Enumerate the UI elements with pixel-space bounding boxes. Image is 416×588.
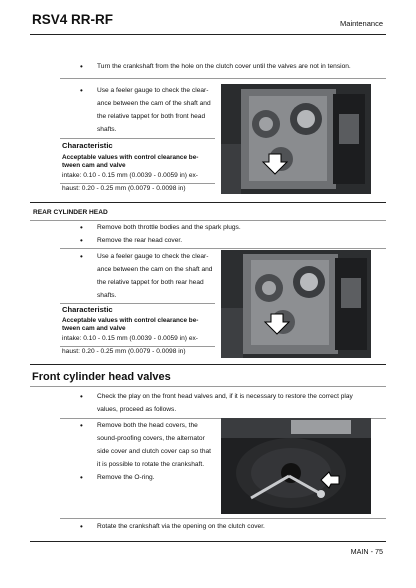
divider [60,248,386,249]
step-feeler-front-l1: Use a feeler gauge to check the clear- [97,87,209,94]
bullet-marker: • [80,62,83,71]
step-remove-covers-l3: side cover and clutch cover cap so that [97,448,211,455]
engine-side-illustration [221,418,371,514]
section-rule [30,202,386,203]
bullet-marker: • [80,236,83,245]
characteristic-label-l2: tween cam and valve [62,325,126,332]
divider [60,303,215,304]
bullet-marker: • [80,421,83,430]
rear-head-photo [221,250,371,358]
step-feeler-rear-l2: ance between the cam on the shaft and [97,266,213,273]
step-remove-throttle: Remove both throttle bodies and the spark plugs. [97,224,241,231]
step-feeler-front-l3: the relative tappet for both front head [97,113,206,120]
exhaust-value: haust: 0.20 - 0.25 mm (0.0079 - 0.0098 in) [62,348,186,355]
engine-head-illustration [221,84,371,194]
intake-value: intake: 0.10 - 0.15 mm (0.0039 - 0.0059 in) ex- [62,172,198,179]
step-remove-covers-l4: it is possible to rotate the crankshaft. [97,461,205,468]
section-rule [30,364,386,365]
bullet-marker: • [80,473,83,482]
footer-rule [30,541,386,542]
step-remove-covers-l2: sound-proofing covers, the alternator [97,435,205,442]
bullet-marker: • [80,223,83,232]
step-feeler-rear-l4: shafts. [97,292,117,299]
exhaust-value: haust: 0.20 - 0.25 mm (0.0079 - 0.0098 in) [62,185,186,192]
characteristic-heading: Characteristic [62,141,113,150]
characteristic-heading: Characteristic [62,305,113,314]
section-name: Maintenance [340,19,383,28]
step-turn-crankshaft: Turn the crankshaft from the hole on the clutch cover until the valves are not in tension. [97,63,351,70]
header-rule [30,34,386,35]
characteristic-label-l1: Acceptable values with control clearance be- [62,317,199,324]
front-valves-heading: Front cylinder head valves [32,371,171,383]
divider [30,220,386,221]
step-rotate-crankshaft: Rotate the crankshaft via the opening on the clutch cover. [97,523,265,530]
characteristic-label-l1: Acceptable values with control clearance be- [62,154,199,161]
divider [60,78,386,79]
divider [30,386,386,387]
rear-head-heading: REAR CYLINDER HEAD [33,209,108,216]
bullet-marker: • [80,392,83,401]
divider [60,518,386,519]
engine-head-illustration [221,250,371,358]
intake-value: intake: 0.10 - 0.15 mm (0.0039 - 0.0059 in) ex- [62,335,198,342]
page-title: RSV4 RR-RF [32,12,114,27]
clutch-cover-photo [221,418,371,514]
step-feeler-front-l4: shafts. [97,126,117,133]
step-feeler-front-l2: ance between the cam of the shaft and [97,100,211,107]
page-number: MAIN - 75 [350,547,383,556]
divider [60,138,215,139]
bullet-marker: • [80,252,83,261]
intro-line-2: values, proceed as follows. [97,406,177,413]
step-feeler-rear-l1: Use a feeler gauge to check the clear- [97,253,209,260]
characteristic-label-l2: tween cam and valve [62,162,126,169]
front-head-photo [221,84,371,194]
bullet-marker: • [80,522,83,531]
step-remove-covers-l1: Remove both the head covers, the [97,422,198,429]
bullet-marker: • [80,86,83,95]
step-feeler-rear-l3: the relative tappet for both rear head [97,279,204,286]
step-remove-oring: Remove the O-ring. [97,474,155,481]
step-remove-rear-cover: Remove the rear head cover. [97,237,183,244]
intro-line-1: Check the play on the front head valves and, if it is necessary to restore the correct play [97,393,353,400]
